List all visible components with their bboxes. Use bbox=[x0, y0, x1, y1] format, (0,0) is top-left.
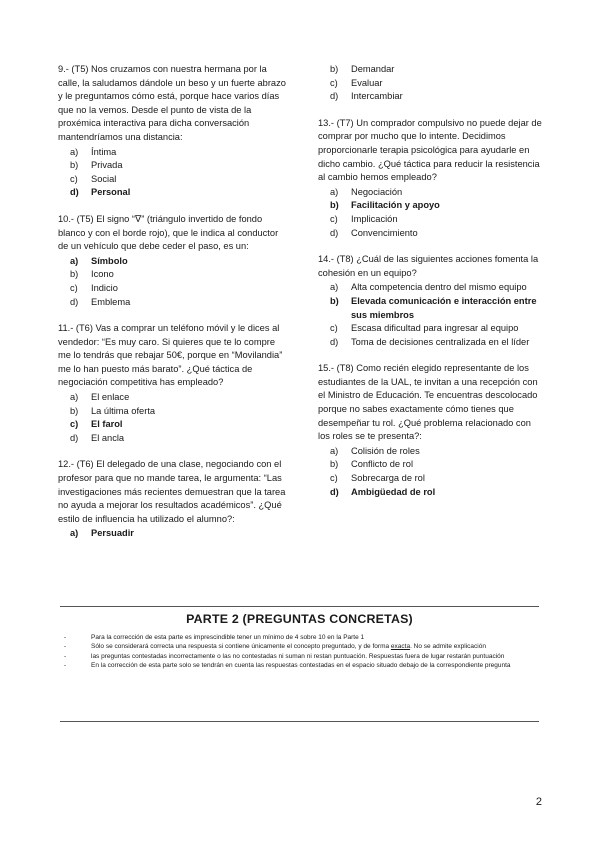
question-block bbox=[58, 63, 290, 200]
rule-item bbox=[64, 653, 539, 662]
answer-option bbox=[58, 527, 290, 541]
option-text: Elevada comunicación e interacción entre sus miembros bbox=[351, 295, 537, 320]
answer-option bbox=[318, 90, 544, 104]
question-block bbox=[58, 322, 290, 445]
answer-option bbox=[58, 282, 290, 296]
option-text: Privada bbox=[91, 160, 123, 171]
question-block bbox=[58, 213, 290, 309]
option-letter: d) bbox=[330, 486, 339, 497]
option-text: Icono bbox=[91, 269, 114, 280]
left-column bbox=[58, 63, 290, 554]
part2-title: PARTE 2 (PREGUNTAS CONCRETAS) bbox=[186, 612, 413, 626]
question-12-continued-options bbox=[318, 63, 544, 104]
question-text: 14.- (T8) ¿Cuál de las siguientes acciones fomenta la cohesión en un equipo? bbox=[318, 254, 539, 278]
question-text: 12.- (T6) El delegado de una clase, negociando con el profesor para que no mande tarea, le argumenta: “Las investigaciones más recientes demuestran que la tarea no ayuda a mejorar los resultados académicos”. ¿Qué estilo de influencia ha utilizado el alumno?: bbox=[58, 459, 286, 524]
option-text: El ancla bbox=[91, 432, 125, 443]
option-text: Persuadir bbox=[91, 528, 134, 539]
answer-option bbox=[318, 281, 544, 295]
answer-option bbox=[58, 268, 290, 282]
option-text: Íntima bbox=[91, 146, 117, 157]
option-letter: a) bbox=[330, 282, 339, 293]
option-letter: b) bbox=[330, 459, 339, 470]
question-text: 15.- (T8) Como recién elegido representante de los estudiantes de la UAL, te invitan a una recepción con el Ministro de Educación. Te encuentras descolocado porque no sabes exactamente cómo tienes que desempeñar tu rol. ¿Qué problema relacionado con los roles se te presenta?: bbox=[318, 363, 538, 442]
option-letter: b) bbox=[70, 269, 79, 280]
option-letter: a) bbox=[70, 146, 79, 157]
answer-option bbox=[58, 159, 290, 173]
answer-option bbox=[318, 199, 544, 213]
answer-option bbox=[58, 173, 290, 187]
rule-text: En la corrección de esta parte solo se tendrán en cuenta las respuestas contestadas en el espacio situado debajo de la correspondiente pregunta bbox=[91, 662, 511, 670]
answer-option bbox=[318, 63, 544, 77]
answer-option bbox=[318, 322, 544, 336]
right-column bbox=[318, 63, 544, 512]
option-letter: d) bbox=[70, 296, 79, 307]
answer-option bbox=[318, 472, 544, 486]
question-block bbox=[318, 253, 544, 349]
option-letter: a) bbox=[330, 445, 339, 456]
option-text: El farol bbox=[91, 419, 123, 430]
rule-text: Para la corrección de esta parte es imprescindible tener un mínimo de 4 sobre 10 en la Parte 1 bbox=[91, 634, 365, 641]
question-block bbox=[318, 117, 544, 240]
option-letter: a) bbox=[70, 255, 79, 266]
option-text: Ambigüedad de rol bbox=[351, 486, 436, 497]
option-letter: c) bbox=[70, 282, 78, 293]
option-letter: d) bbox=[70, 187, 79, 198]
question-block bbox=[318, 362, 544, 499]
option-letter: d) bbox=[330, 336, 339, 347]
option-text: Implicación bbox=[351, 213, 398, 224]
option-text: La última oferta bbox=[91, 405, 156, 416]
option-letter: b) bbox=[330, 64, 339, 74]
answer-option bbox=[318, 213, 544, 227]
question-text: 10.- (T5) El signo “∇” (triángulo invertido de fondo blanco y con el borde rojo), que le indica al conductor de un vehículo que debe ceder el paso, es un: bbox=[58, 213, 279, 252]
answer-option bbox=[318, 336, 544, 350]
rule-underlined-word: exacta bbox=[390, 643, 411, 651]
answer-option bbox=[318, 445, 544, 459]
answer-option bbox=[58, 405, 290, 419]
option-letter: c) bbox=[330, 213, 338, 224]
answer-option bbox=[58, 432, 290, 446]
option-text: Alta competencia dentro del mismo equipo bbox=[351, 282, 527, 293]
rule-text-after: . No se admite explicación bbox=[410, 643, 486, 651]
option-text: Sobrecarga de rol bbox=[351, 473, 425, 484]
option-text: Conflicto de rol bbox=[351, 459, 414, 470]
option-text: Colisión de roles bbox=[351, 445, 420, 456]
rule-item bbox=[64, 634, 539, 643]
option-text: Personal bbox=[91, 187, 131, 198]
answer-option bbox=[318, 186, 544, 200]
option-text: Evaluar bbox=[351, 77, 383, 88]
option-text: Emblema bbox=[91, 296, 131, 307]
part2-top-divider bbox=[60, 606, 539, 607]
option-letter: a) bbox=[70, 392, 79, 403]
question-block bbox=[58, 458, 290, 541]
option-text: Símbolo bbox=[91, 255, 128, 266]
answer-option bbox=[58, 186, 290, 200]
rule-dash: - bbox=[64, 652, 67, 660]
answer-option bbox=[318, 227, 544, 241]
answer-option bbox=[58, 418, 290, 432]
rule-item bbox=[64, 662, 539, 671]
part2-rules-list bbox=[64, 634, 539, 672]
question-text: 13.- (T7) Un comprador compulsivo no puede dejar de comprar por mucho que lo intente. Decidimos proporcionarle terapia psicológica para ayudarle en dicho cambio. ¿Qué táctica para reducir la resistencia al cambio hemos empleado? bbox=[318, 117, 542, 183]
option-letter: b) bbox=[330, 295, 339, 306]
option-text: Indicio bbox=[91, 282, 118, 293]
answer-option bbox=[58, 391, 290, 405]
option-letter: b) bbox=[330, 200, 339, 211]
rule-item bbox=[64, 643, 539, 652]
option-text: Toma de decisiones centralizada en el líder bbox=[351, 336, 530, 347]
option-text: Facilitación y apoyo bbox=[351, 200, 440, 211]
rule-text: Sólo se considerará correcta una respuesta si contiene únicamente el concepto preguntado, y de forma bbox=[91, 643, 391, 651]
option-letter: c) bbox=[330, 323, 338, 334]
option-text: Demandar bbox=[351, 64, 395, 74]
option-text: Escasa dificultad para ingresar al equipo bbox=[351, 323, 519, 334]
option-letter: b) bbox=[70, 160, 79, 171]
page-number: 2 bbox=[535, 796, 542, 808]
option-text: Convencimiento bbox=[351, 227, 418, 238]
answer-option bbox=[58, 255, 290, 269]
rule-dash: - bbox=[64, 634, 67, 641]
option-letter: d) bbox=[330, 227, 339, 238]
answer-option bbox=[318, 486, 544, 500]
option-letter: c) bbox=[330, 77, 338, 88]
option-letter: c) bbox=[70, 419, 79, 430]
rule-dash: - bbox=[64, 643, 67, 651]
question-text: 11.- (T6) Vas a comprar un teléfono móvil y le dices al vendedor: “Es muy caro. Si quieres que te lo compre me lo tendrás que rebajar 50€, porque en “Movilandia” me lo han puesto más barato”. ¿Qué táctica de negociación competitiva has empleado? bbox=[58, 323, 283, 388]
option-letter: a) bbox=[70, 528, 79, 539]
answer-option bbox=[58, 296, 290, 310]
option-text: El enlace bbox=[91, 392, 130, 403]
rule-text: las preguntas contestadas incorrectamente o las no contestadas ni suman ni restan puntuación. Respuestas fuera de lugar restarán puntuación bbox=[91, 652, 505, 660]
option-letter: d) bbox=[70, 432, 79, 443]
part2-bottom-divider bbox=[60, 721, 539, 722]
option-letter: d) bbox=[330, 91, 339, 102]
answer-option bbox=[58, 146, 290, 160]
answer-option bbox=[318, 295, 544, 322]
rule-dash: - bbox=[64, 662, 67, 670]
answer-option bbox=[318, 77, 544, 91]
option-letter: c) bbox=[330, 473, 338, 484]
option-letter: a) bbox=[330, 186, 339, 197]
question-text: 9.- (T5) Nos cruzamos con nuestra hermana por la calle, la saludamos dándole un beso y un fuerte abrazo y le preguntamos cómo está, porque hace varios días que no la vemos. Desde el punto de vista de la proxémica interactiva para dicha conversación mantendríamos una distancia: bbox=[58, 64, 286, 142]
option-text: Social bbox=[91, 173, 117, 184]
option-letter: c) bbox=[70, 173, 78, 184]
answer-option bbox=[318, 458, 544, 472]
option-text: Negociación bbox=[351, 186, 403, 197]
option-text: Intercambiar bbox=[351, 91, 403, 102]
option-letter: b) bbox=[70, 405, 79, 416]
